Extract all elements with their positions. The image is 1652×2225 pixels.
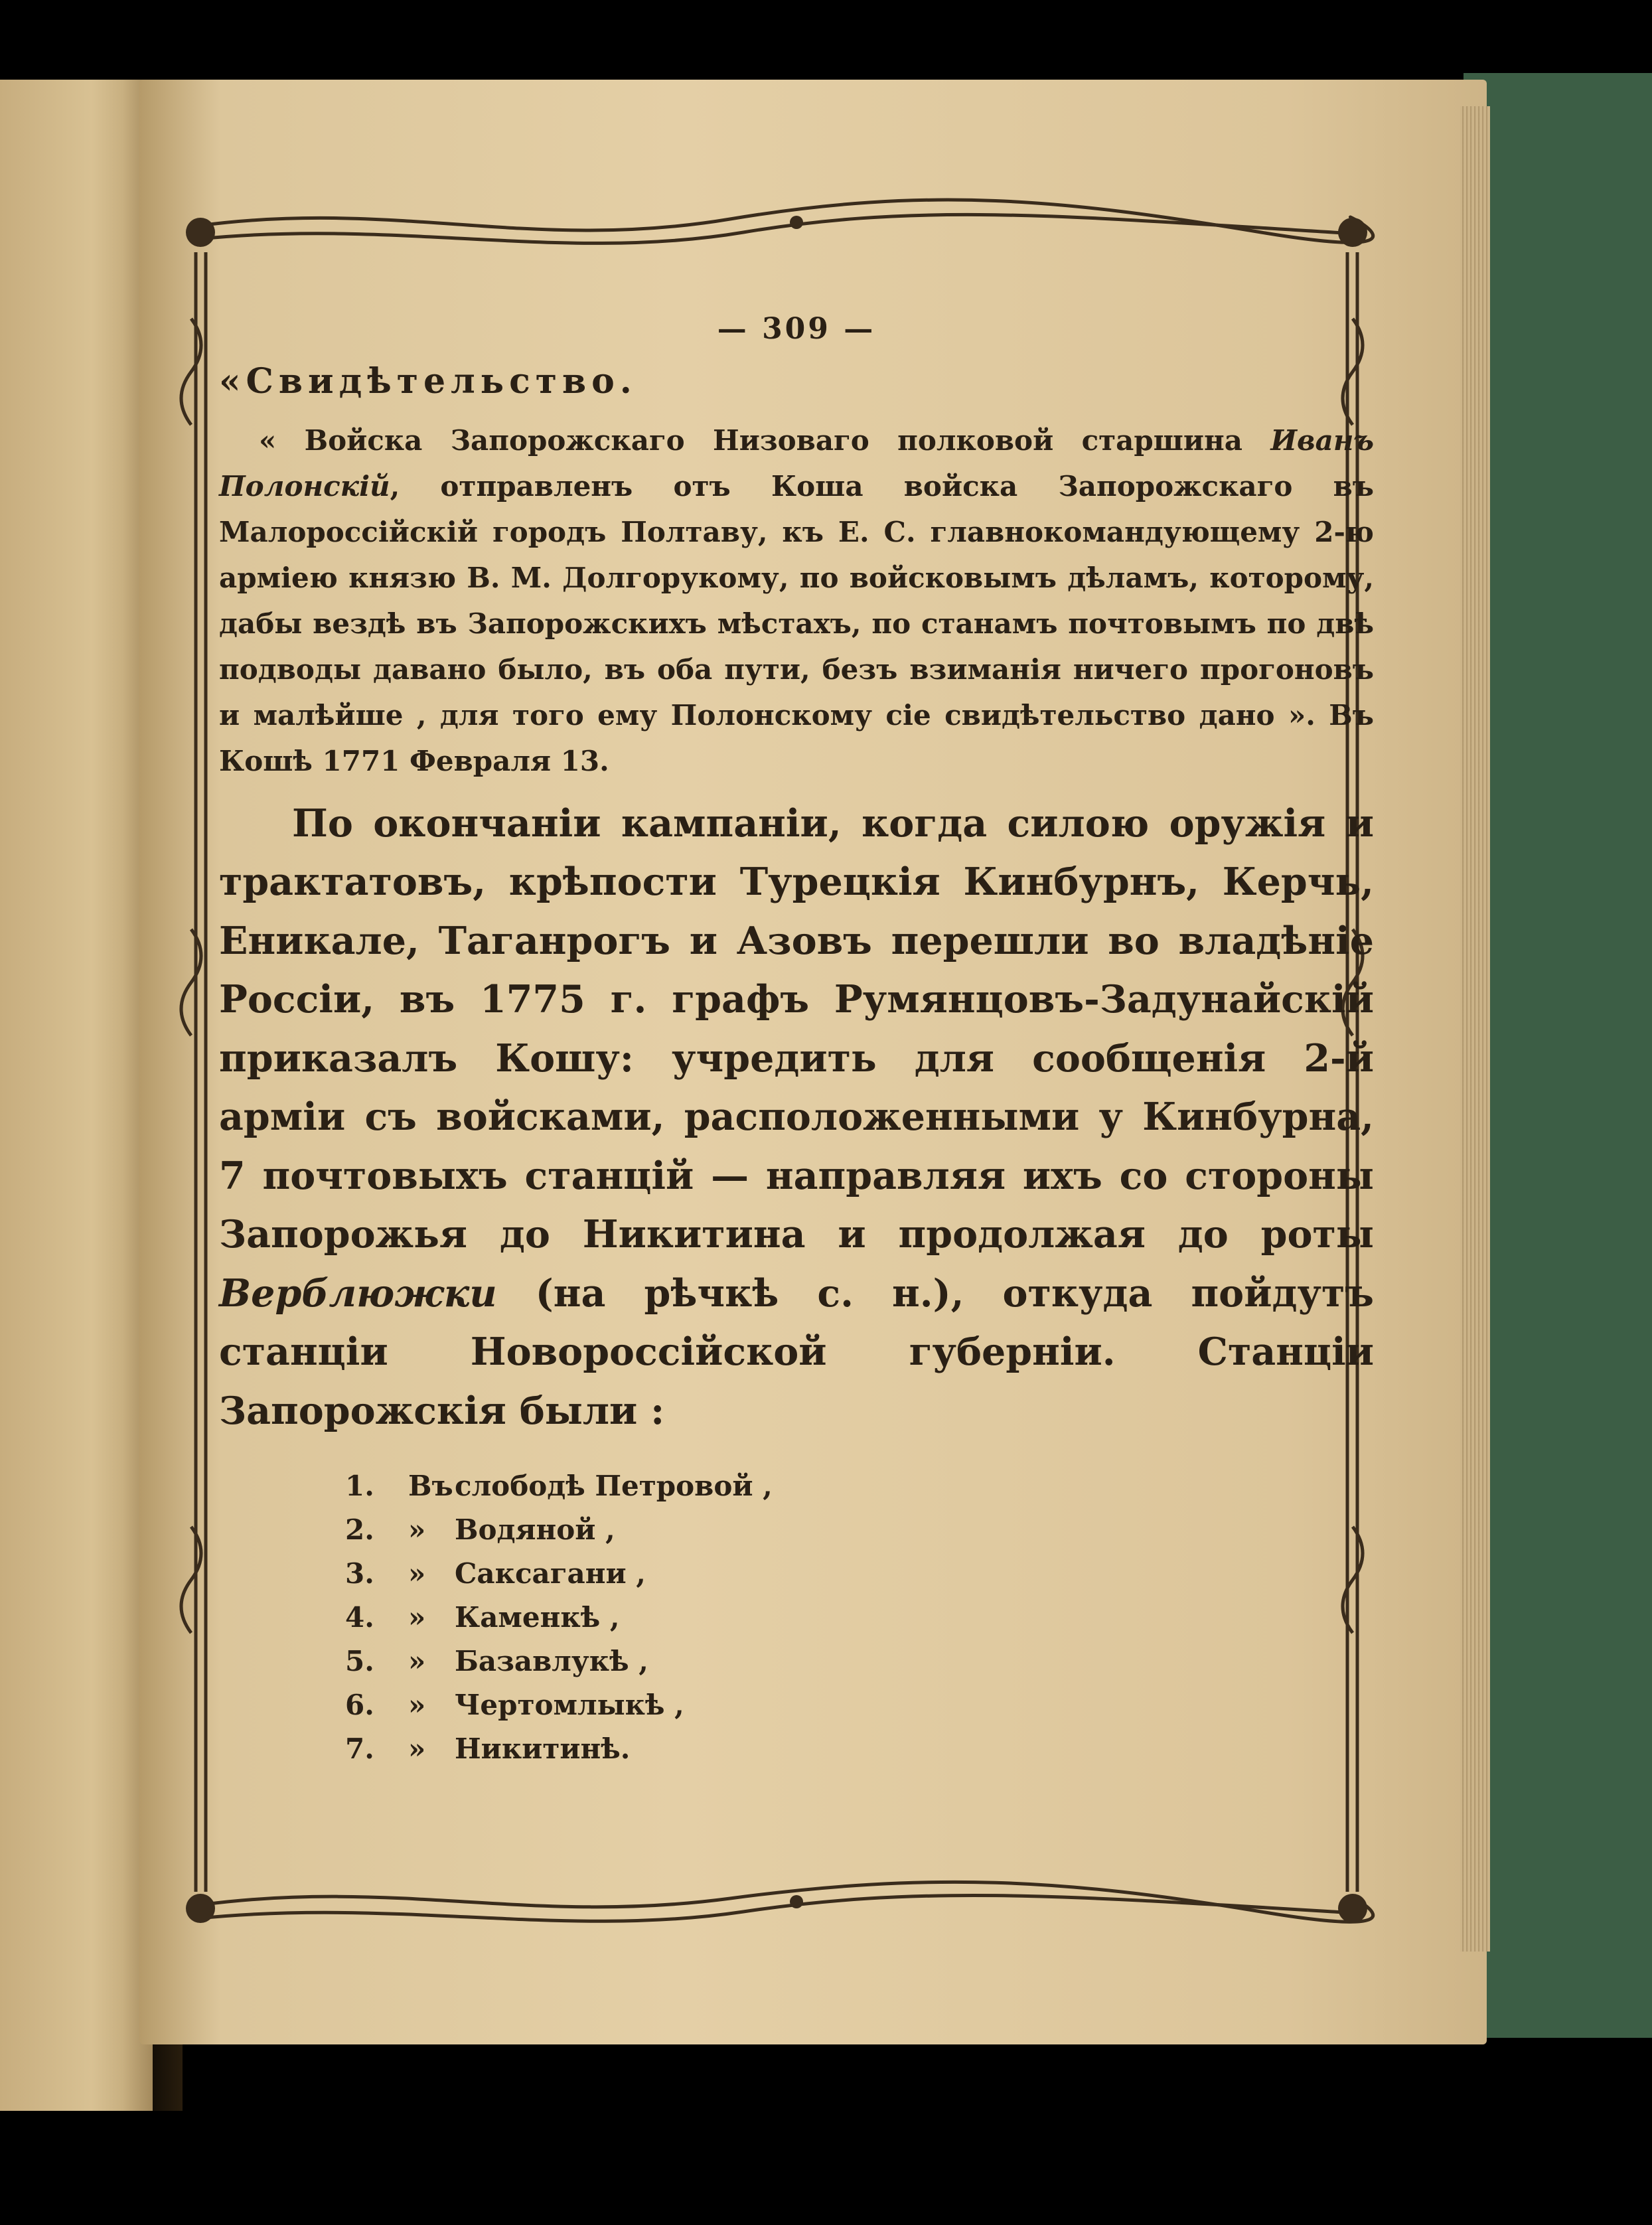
person-name: Иванъ Полонскій <box>219 423 1374 502</box>
list-item: 6. » Чертомлыкѣ , <box>345 1689 684 1722</box>
list-item: 3. » Саксагани , <box>345 1557 646 1590</box>
list-item: 1. Въслободѣ Петровой , <box>345 1470 773 1503</box>
station-list <box>219 1464 1374 1771</box>
list-item: 7. » Никитинѣ. <box>345 1732 631 1766</box>
page-content <box>219 312 1374 1771</box>
list-item: 2. » Водяной , <box>345 1513 615 1547</box>
list-item: 5. » Базавлукѣ , <box>345 1645 648 1678</box>
place-name: Верблюжки <box>219 1270 497 1316</box>
page-number: — 309 — <box>717 312 876 346</box>
list-item: 4. » Каменкѣ , <box>345 1601 620 1634</box>
document-heading: «Свидѣтельство. <box>219 361 637 402</box>
certificate-text: « Войска Запорожскаго Низоваго полковой старшина Иванъ Полонскій, отправленъ отъ Коша войска Запорожскаго въ Малороссійскій городъ Полтаву, къ Е. С. главнокомандующему 2-ю арміею князю В. М. Долгорукому, по войсковымъ дѣламъ, которому, дабы вездѣ въ Запорожскихъ мѣстахъ, по станамъ почтовымъ по двѣ подводы давано было, въ оба пути, безъ взиманія ничего прогоновъ и малѣйше , для того ему Полонскому сіе свидѣтельство дано ». Въ Кошѣ 1771 Февраля 13. <box>219 423 1374 777</box>
body-paragraph: По окончаніи кампаніи, когда силою оружія и трактатовъ, крѣпости Турецкія Кинбурнъ, Керчь, Еникале, Таганрогъ и Азовъ перешли во владѣніе Россіи, въ 1775 г. графъ Румянцовъ-Задунайскій приказалъ Кошу: учредить для сообщенія 2-й арміи съ войсками, расположенными у Кинбурна, 7 почтовыхъ станцій — направляя ихъ со стороны Запорожья до Никитина и продолжая до роты Верблюжки (на рѣчкѣ с. н.), откуда пойдутъ станціи Новороссійской губерніи. Станціи Запорожскія были : <box>219 801 1374 1433</box>
